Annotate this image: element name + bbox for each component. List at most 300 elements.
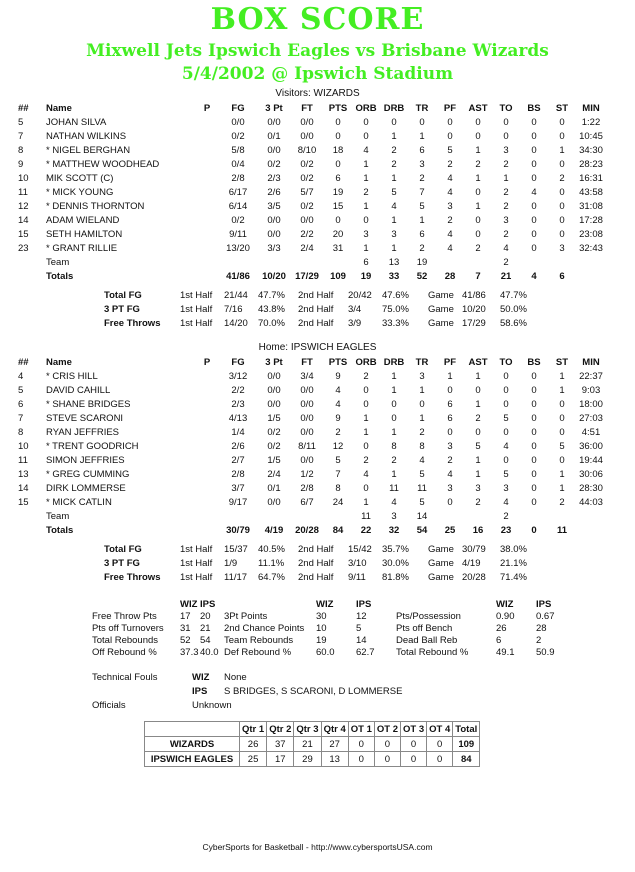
quarter-score-cell: 37 bbox=[267, 737, 294, 752]
shooting-cell: 2nd Half bbox=[298, 289, 334, 301]
stat-cell bbox=[196, 369, 218, 383]
stat-cell: 0/0 bbox=[300, 130, 314, 142]
stat-cell: 19:44 bbox=[579, 454, 603, 466]
column-header: TO bbox=[499, 102, 513, 114]
stat-cell: 5 bbox=[559, 440, 565, 452]
stat-cell: 31 bbox=[332, 242, 344, 254]
stat-cell: DAVID CAHILL bbox=[46, 384, 111, 396]
stat-cell bbox=[218, 509, 258, 523]
column-header: ORB bbox=[355, 102, 377, 114]
stat-cell bbox=[196, 425, 218, 439]
stat-cell: 5 bbox=[419, 496, 425, 508]
stat-cell bbox=[196, 143, 218, 157]
stat-cell: 0 bbox=[391, 116, 397, 128]
stat-cell: 4 bbox=[335, 398, 341, 410]
technical-wiz-value: None bbox=[224, 672, 247, 683]
stat-cell: 0/0 bbox=[300, 214, 314, 226]
stat-cell bbox=[196, 241, 218, 255]
column-header: FG bbox=[231, 356, 245, 368]
shooting-cell: 15/42 bbox=[348, 543, 372, 555]
stat-cell: 1/5 bbox=[267, 412, 281, 424]
stat-cell: 0 bbox=[531, 370, 537, 382]
totals-row bbox=[18, 269, 606, 283]
shooting-cell: 11/17 bbox=[224, 571, 248, 583]
stat-cell bbox=[196, 523, 218, 537]
stat-cell: DIRK LOMMERSE bbox=[46, 482, 126, 494]
stat-cell: 16 bbox=[472, 524, 484, 536]
shooting-cell: Game bbox=[428, 317, 454, 329]
stat-cell bbox=[18, 523, 46, 537]
team-stats-cell: 26 bbox=[496, 622, 507, 634]
quarter-score-cell: 0 bbox=[374, 752, 400, 767]
stat-cell bbox=[196, 481, 218, 495]
quarter-header: OT 1 bbox=[348, 722, 374, 737]
shooting-cell: 20/28 bbox=[462, 571, 486, 583]
team-stats-cell: 10 bbox=[316, 622, 327, 634]
stat-cell: 0 bbox=[419, 116, 425, 128]
stat-cell bbox=[548, 509, 576, 523]
stat-cell bbox=[548, 255, 576, 269]
stat-cell: 0 bbox=[531, 228, 537, 240]
stat-cell: 16:31 bbox=[579, 172, 603, 184]
column-header: TR bbox=[415, 102, 429, 114]
shooting-cell: 40.5% bbox=[258, 543, 285, 555]
stat-cell: 0/0 bbox=[267, 370, 281, 382]
stat-cell: 18 bbox=[332, 144, 344, 156]
stat-cell: 0 bbox=[531, 116, 537, 128]
stat-cell: 17/29 bbox=[295, 270, 319, 282]
column-header: PTS bbox=[328, 102, 348, 114]
home-shooting-table bbox=[104, 542, 540, 584]
shooting-row bbox=[104, 542, 540, 556]
stat-cell: * GRANT RILLIE bbox=[46, 242, 118, 254]
stat-cell: 19 bbox=[332, 186, 344, 198]
stat-cell: 0/0 bbox=[300, 398, 314, 410]
stat-cell: 3 bbox=[559, 242, 565, 254]
team-stats-cell: Total Rebound % bbox=[396, 646, 469, 658]
stat-cell: 7 bbox=[475, 270, 481, 282]
stat-cell: 0 bbox=[419, 398, 425, 410]
player-row bbox=[18, 227, 606, 241]
stat-cell: 0 bbox=[559, 426, 565, 438]
stat-cell: 54 bbox=[416, 524, 428, 536]
stat-cell: 0 bbox=[335, 116, 341, 128]
stat-cell: 18:00 bbox=[579, 398, 603, 410]
shooting-cell: 47.6% bbox=[382, 289, 409, 301]
column-header: 3 Pt bbox=[265, 356, 283, 368]
stat-cell: 1 bbox=[391, 384, 397, 396]
shooting-cell: Free Throws bbox=[104, 317, 161, 329]
quarter-score-cell: 25 bbox=[240, 752, 267, 767]
player-row bbox=[18, 129, 606, 143]
team-stats-cell: 52 bbox=[180, 634, 191, 646]
stat-cell: 32 bbox=[388, 524, 400, 536]
shooting-cell: 2nd Half bbox=[298, 303, 334, 315]
stat-cell: 4/19 bbox=[264, 524, 284, 536]
stat-cell: 2 bbox=[475, 412, 481, 424]
stat-cell: 1 bbox=[391, 214, 397, 226]
team-stats-cell: 12 bbox=[356, 610, 367, 622]
stat-cell: 8 bbox=[419, 440, 425, 452]
stat-cell: 21 bbox=[500, 270, 512, 282]
stat-cell: 4 bbox=[447, 228, 453, 240]
stat-cell: 0/0 bbox=[300, 384, 314, 396]
stat-cell: 19 bbox=[416, 256, 428, 268]
shooting-cell: 20/42 bbox=[348, 289, 372, 301]
team-stats-cell: 0.90 bbox=[496, 610, 515, 622]
stat-cell: 14 bbox=[18, 214, 29, 226]
stat-cell bbox=[196, 199, 218, 213]
stat-cell: 0 bbox=[559, 214, 565, 226]
team-stats-cell: Free Throw Pts bbox=[92, 610, 157, 622]
technical-wiz-label: WIZ bbox=[192, 672, 210, 683]
stat-cell: 0 bbox=[363, 482, 369, 494]
stat-cell: 9/17 bbox=[228, 496, 248, 508]
stat-cell: 0 bbox=[447, 116, 453, 128]
stat-cell: 84 bbox=[332, 524, 344, 536]
team-stats-cell: Pts off Turnovers bbox=[92, 622, 164, 634]
column-header: PTS bbox=[328, 356, 348, 368]
stat-cell: 14 bbox=[18, 482, 29, 494]
stat-cell: 2/3 bbox=[267, 172, 281, 184]
stat-cell: 13 bbox=[388, 256, 400, 268]
stat-cell bbox=[290, 255, 324, 269]
shooting-row bbox=[104, 556, 540, 570]
stat-cell: 1 bbox=[363, 200, 369, 212]
column-header: FT bbox=[301, 356, 313, 368]
column-header: DRB bbox=[383, 102, 405, 114]
stat-cell bbox=[520, 509, 548, 523]
team-stats-cell: Total Rebounds bbox=[92, 634, 159, 646]
shooting-cell: 1st Half bbox=[180, 317, 213, 329]
visitors-header: Visitors: WIZARDS bbox=[275, 88, 360, 99]
stat-cell: * SHANE BRIDGES bbox=[46, 398, 131, 410]
stat-cell: 1 bbox=[559, 482, 565, 494]
stat-cell: 3 bbox=[447, 200, 453, 212]
shooting-cell: 43.8% bbox=[258, 303, 285, 315]
column-header: ST bbox=[555, 102, 569, 114]
stat-cell: 6/14 bbox=[228, 200, 248, 212]
stat-cell: 1/2 bbox=[300, 468, 314, 480]
quarter-score-cell: 84 bbox=[453, 752, 480, 767]
stat-cell bbox=[18, 269, 46, 283]
stat-cell: 11 bbox=[389, 482, 399, 494]
stat-cell bbox=[324, 255, 352, 269]
shooting-cell: 58.6% bbox=[500, 317, 527, 329]
stat-cell: 0 bbox=[363, 398, 369, 410]
stat-cell: 25 bbox=[444, 524, 456, 536]
team-stats-row bbox=[92, 646, 566, 658]
shooting-cell: 17/29 bbox=[462, 317, 486, 329]
team-stats-row bbox=[92, 634, 566, 646]
stat-cell: 0/0 bbox=[267, 398, 281, 410]
shooting-row bbox=[104, 288, 540, 302]
team-stats-cell: 28 bbox=[536, 622, 547, 634]
stat-cell bbox=[196, 255, 218, 269]
stat-cell: 0 bbox=[531, 412, 537, 424]
stat-cell: 36:00 bbox=[579, 440, 603, 452]
column-header: AST bbox=[468, 102, 488, 114]
stat-cell: RYAN JEFFRIES bbox=[46, 426, 120, 438]
stat-cell: 3 bbox=[475, 482, 481, 494]
stat-cell bbox=[576, 509, 606, 523]
stat-cell: 0/0 bbox=[300, 454, 314, 466]
stat-cell bbox=[258, 255, 290, 269]
stat-cell: 3 bbox=[447, 482, 453, 494]
game-dateline: 5/4/2002 @ Ipswich Stadium bbox=[181, 64, 454, 84]
column-header-row bbox=[18, 355, 606, 369]
technical-fouls bbox=[92, 671, 402, 713]
stat-cell bbox=[290, 509, 324, 523]
stat-cell: 5 bbox=[391, 186, 397, 198]
stat-cell: 5/8 bbox=[231, 144, 245, 156]
team-stats-cell: 50.9 bbox=[536, 646, 555, 658]
stat-cell bbox=[218, 255, 258, 269]
stat-cell: 0 bbox=[531, 144, 537, 156]
stat-cell: 28:30 bbox=[579, 482, 603, 494]
visitors-shooting-table bbox=[104, 288, 540, 330]
stat-cell: 13/20 bbox=[226, 242, 250, 254]
player-row bbox=[18, 453, 606, 467]
stat-cell: 0 bbox=[503, 454, 509, 466]
stat-cell: 2 bbox=[503, 228, 509, 240]
stat-cell: 0 bbox=[363, 384, 369, 396]
stat-cell: 6 bbox=[363, 256, 369, 268]
visitors-box-table bbox=[18, 101, 606, 283]
stat-cell bbox=[196, 509, 218, 523]
stat-cell: 2 bbox=[363, 454, 369, 466]
stat-cell: 5 bbox=[18, 384, 24, 396]
stat-cell: 4 bbox=[18, 370, 24, 382]
stat-cell: 1 bbox=[419, 214, 425, 226]
quarter-header-row bbox=[145, 722, 480, 737]
quarter-score-cell: 0 bbox=[374, 737, 400, 752]
stat-cell: 0 bbox=[559, 158, 565, 170]
quarter-score-cell: 109 bbox=[453, 737, 480, 752]
stat-cell: 8/10 bbox=[297, 144, 317, 156]
stat-cell: 5 bbox=[447, 144, 453, 156]
stat-cell: 0/2 bbox=[267, 440, 281, 452]
stat-cell: 7 bbox=[18, 130, 24, 142]
stat-cell bbox=[18, 255, 46, 269]
shooting-cell: 11.1% bbox=[258, 557, 285, 569]
shooting-cell: 71.4% bbox=[500, 571, 527, 583]
stat-cell: 109 bbox=[330, 270, 346, 282]
team-stats-cell: 21 bbox=[200, 622, 211, 634]
team-stats-header-cell bbox=[224, 598, 316, 610]
shooting-cell: 47.7% bbox=[258, 289, 285, 301]
stat-cell: 1 bbox=[559, 468, 565, 480]
shooting-cell: 15/37 bbox=[224, 543, 248, 555]
stat-cell: 0 bbox=[447, 426, 453, 438]
stat-cell: 33 bbox=[388, 270, 400, 282]
stat-cell bbox=[196, 411, 218, 425]
stat-cell: 1 bbox=[363, 496, 369, 508]
quarter-header: Qtr 3 bbox=[294, 722, 321, 737]
stat-cell bbox=[196, 227, 218, 241]
team-stats-cell: 20 bbox=[200, 610, 211, 622]
column-header: ST bbox=[555, 356, 569, 368]
stat-cell: 0/2 bbox=[231, 214, 245, 226]
shooting-cell: 3 PT FG bbox=[104, 557, 140, 569]
team-stats-header-cell: IPS bbox=[200, 598, 216, 610]
player-row bbox=[18, 185, 606, 199]
team-stats-header-cell: IPS bbox=[536, 598, 552, 610]
stat-cell: 2 bbox=[447, 214, 453, 226]
stat-cell: 1 bbox=[391, 242, 397, 254]
home-header: Home: IPSWICH EAGLES bbox=[258, 342, 377, 353]
stat-cell: 5 bbox=[503, 468, 509, 480]
player-row bbox=[18, 241, 606, 255]
stat-cell: 0 bbox=[559, 200, 565, 212]
stat-cell: 0/2 bbox=[231, 130, 245, 142]
quarter-header: OT 2 bbox=[374, 722, 400, 737]
stat-cell: * MATTHEW WOODHEAD bbox=[46, 158, 160, 170]
quarter-score-cell: WIZARDS bbox=[145, 737, 240, 752]
team-row bbox=[18, 509, 606, 523]
shooting-cell: 21.1% bbox=[500, 557, 527, 569]
team-row bbox=[18, 255, 606, 269]
shooting-cell: 81.8% bbox=[382, 571, 409, 583]
stat-cell: 4 bbox=[447, 172, 453, 184]
stat-cell: 3 bbox=[391, 228, 397, 240]
stat-cell: 2/6 bbox=[231, 440, 245, 452]
shooting-cell: 1st Half bbox=[180, 557, 213, 569]
team-stats-cell: 37.3 bbox=[180, 646, 199, 658]
stat-cell: Team bbox=[46, 510, 70, 522]
stat-cell: 10 bbox=[18, 440, 29, 452]
stat-cell: 4 bbox=[503, 440, 509, 452]
shooting-cell: Game bbox=[428, 303, 454, 315]
stat-cell: 1 bbox=[475, 468, 481, 480]
stat-cell: 0 bbox=[531, 158, 537, 170]
shooting-cell: 33.3% bbox=[382, 317, 409, 329]
shooting-cell: 47.7% bbox=[500, 289, 527, 301]
team-stats-row bbox=[92, 610, 566, 622]
player-row bbox=[18, 495, 606, 509]
stat-cell: 2 bbox=[503, 256, 509, 268]
stat-cell: 15 bbox=[18, 228, 29, 240]
stat-cell: 5/7 bbox=[300, 186, 314, 198]
column-header: TO bbox=[499, 356, 513, 368]
stat-cell: 11 bbox=[18, 454, 28, 466]
stat-cell: 0 bbox=[391, 398, 397, 410]
shooting-cell: 50.0% bbox=[500, 303, 527, 315]
team-stats-cell: 0.67 bbox=[536, 610, 555, 622]
stat-cell: 15 bbox=[332, 200, 344, 212]
stat-cell: 0 bbox=[475, 186, 481, 198]
team-stats-cell: 40.0 bbox=[200, 646, 219, 658]
stat-cell: 0 bbox=[363, 130, 369, 142]
quarter-score-cell: 13 bbox=[321, 752, 348, 767]
stat-cell bbox=[196, 185, 218, 199]
stat-cell: 0 bbox=[503, 398, 509, 410]
stat-cell: 1 bbox=[559, 144, 565, 156]
stat-cell bbox=[196, 439, 218, 453]
quarter-header: Qtr 1 bbox=[240, 722, 267, 737]
stat-cell: 1 bbox=[475, 144, 481, 156]
shooting-cell: 7/16 bbox=[224, 303, 243, 315]
quarter-score-cell: 17 bbox=[267, 752, 294, 767]
column-header: Name bbox=[46, 102, 72, 114]
stat-cell: 2 bbox=[559, 496, 565, 508]
stat-cell: 2 bbox=[475, 242, 481, 254]
stat-cell: 2 bbox=[503, 200, 509, 212]
stat-cell: 1 bbox=[391, 370, 397, 382]
stat-cell: 0 bbox=[531, 172, 537, 184]
column-header: ## bbox=[18, 102, 29, 114]
stat-cell: 0 bbox=[503, 370, 509, 382]
stat-cell: 0/2 bbox=[300, 158, 314, 170]
stat-cell bbox=[196, 115, 218, 129]
stat-cell: 1 bbox=[363, 242, 369, 254]
stat-cell: 5 bbox=[335, 454, 341, 466]
quarter-header: Qtr 4 bbox=[321, 722, 348, 737]
shooting-cell: 30.0% bbox=[382, 557, 409, 569]
team-stats-cell: 19 bbox=[316, 634, 327, 646]
column-header: BS bbox=[527, 356, 541, 368]
stat-cell: 0 bbox=[335, 158, 341, 170]
home-box-table bbox=[18, 355, 606, 537]
stat-cell: 1 bbox=[559, 384, 565, 396]
shooting-row bbox=[104, 316, 540, 330]
stat-cell: 2 bbox=[447, 454, 453, 466]
player-row bbox=[18, 143, 606, 157]
stat-cell: 1 bbox=[559, 370, 565, 382]
column-header: ## bbox=[18, 356, 29, 368]
stat-cell: 5 bbox=[503, 412, 509, 424]
stat-cell: 0 bbox=[335, 130, 341, 142]
stat-cell: 9/11 bbox=[229, 228, 247, 240]
stat-cell: 2/8 bbox=[300, 482, 314, 494]
stat-cell: 2 bbox=[419, 172, 425, 184]
shooting-row bbox=[104, 570, 540, 584]
team-stats-header-cell bbox=[92, 598, 180, 610]
team-stats-header-cell: IPS bbox=[356, 598, 372, 610]
stat-cell: 8 bbox=[335, 482, 341, 494]
stat-cell: 0 bbox=[559, 454, 565, 466]
stat-cell: 0 bbox=[475, 130, 481, 142]
stat-cell: 7 bbox=[335, 468, 341, 480]
stat-cell: * TRENT GOODRICH bbox=[46, 440, 139, 452]
team-stats-cell: 60.0 bbox=[316, 646, 335, 658]
team-stats-table bbox=[92, 598, 566, 658]
stat-cell: 5 bbox=[419, 468, 425, 480]
stat-cell: SIMON JEFFRIES bbox=[46, 454, 125, 466]
stat-cell: 43:58 bbox=[579, 186, 603, 198]
stat-cell: 0 bbox=[475, 214, 481, 226]
stat-cell: 0/2 bbox=[300, 172, 314, 184]
quarter-score-cell: 0 bbox=[427, 752, 453, 767]
stat-cell: * NIGEL BERGHAN bbox=[46, 144, 131, 156]
stat-cell: 1 bbox=[391, 172, 397, 184]
stat-cell: 1 bbox=[475, 200, 481, 212]
stat-cell: 11 bbox=[18, 186, 28, 198]
stat-cell: 9 bbox=[335, 370, 341, 382]
stat-cell: 3/12 bbox=[228, 370, 248, 382]
quarter-header: OT 3 bbox=[401, 722, 427, 737]
stat-cell bbox=[258, 509, 290, 523]
stat-cell bbox=[196, 213, 218, 227]
stat-cell: 0 bbox=[391, 412, 397, 424]
stat-cell: 2 bbox=[503, 510, 509, 522]
shooting-cell: 2nd Half bbox=[298, 557, 334, 569]
stat-cell: 1 bbox=[391, 468, 397, 480]
stat-cell: 0 bbox=[559, 186, 565, 198]
stat-cell: 0 bbox=[559, 412, 565, 424]
stat-cell: 3/5 bbox=[267, 200, 281, 212]
stat-cell: 2/4 bbox=[267, 468, 281, 480]
